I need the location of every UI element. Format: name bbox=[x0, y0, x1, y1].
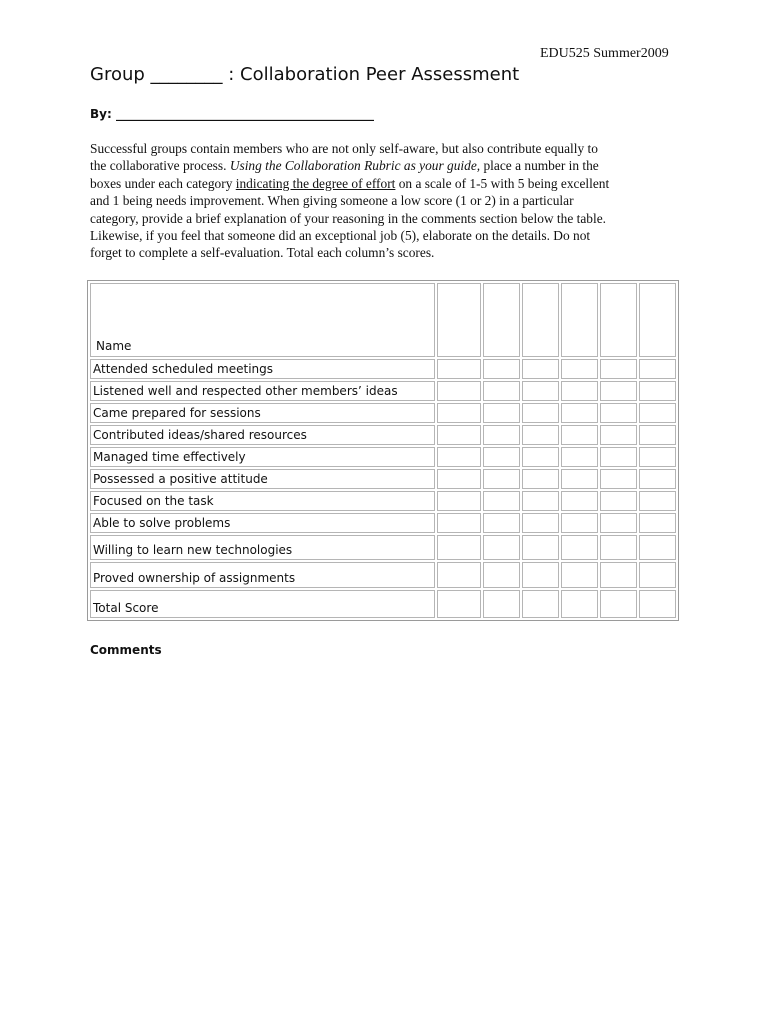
table-row bbox=[90, 562, 676, 588]
score-cell[interactable] bbox=[561, 590, 598, 618]
score-cell[interactable] bbox=[483, 381, 520, 401]
criterion-label: Attended scheduled meetings bbox=[90, 359, 435, 379]
score-cell[interactable] bbox=[483, 469, 520, 489]
score-cell[interactable] bbox=[561, 513, 598, 533]
criterion-label: Able to solve problems bbox=[90, 513, 435, 533]
score-cell[interactable] bbox=[522, 403, 559, 423]
criterion-label: Came prepared for sessions bbox=[90, 403, 435, 423]
score-cell[interactable] bbox=[483, 562, 520, 588]
name-cell[interactable] bbox=[561, 283, 598, 357]
table-row bbox=[90, 403, 676, 423]
document-title: Group ________ : Collaboration Peer Assessment bbox=[90, 64, 520, 85]
score-cell[interactable] bbox=[437, 447, 481, 467]
name-cell[interactable] bbox=[483, 283, 520, 357]
criterion-label: Proved ownership of assignments bbox=[90, 562, 435, 588]
score-cell[interactable] bbox=[483, 535, 520, 560]
score-cell[interactable] bbox=[639, 425, 676, 445]
score-cell[interactable] bbox=[437, 403, 481, 423]
name-cell[interactable] bbox=[639, 283, 676, 357]
score-cell[interactable] bbox=[639, 447, 676, 467]
name-cell[interactable] bbox=[522, 283, 559, 357]
score-cell[interactable] bbox=[483, 590, 520, 618]
score-cell[interactable] bbox=[600, 359, 637, 379]
score-cell[interactable] bbox=[639, 535, 676, 560]
instructions-line: forget to complete a self-evaluation. Total each column’s scores. bbox=[90, 245, 435, 261]
score-cell[interactable] bbox=[600, 381, 637, 401]
score-cell[interactable] bbox=[437, 425, 481, 445]
score-cell[interactable] bbox=[522, 469, 559, 489]
table-row bbox=[90, 513, 676, 533]
score-cell[interactable] bbox=[561, 447, 598, 467]
score-cell[interactable] bbox=[600, 403, 637, 423]
assessment-table bbox=[87, 280, 679, 621]
name-cell[interactable] bbox=[600, 283, 637, 357]
table-row bbox=[90, 447, 676, 467]
score-cell[interactable] bbox=[483, 491, 520, 511]
table-row bbox=[90, 381, 676, 401]
score-cell[interactable] bbox=[522, 513, 559, 533]
score-cell[interactable] bbox=[639, 403, 676, 423]
score-cell[interactable] bbox=[437, 381, 481, 401]
criterion-label: Possessed a positive attitude bbox=[90, 469, 435, 489]
score-cell[interactable] bbox=[600, 535, 637, 560]
score-cell[interactable] bbox=[639, 513, 676, 533]
score-cell[interactable] bbox=[639, 359, 676, 379]
comments-label: Comments bbox=[90, 643, 162, 657]
instructions-paragraph bbox=[90, 140, 690, 262]
table-header-row bbox=[90, 283, 676, 357]
instructions-line: boxes under each category indicating the degree of effort on a scale of 1-5 with 5 being excellent bbox=[90, 175, 610, 191]
score-cell[interactable] bbox=[600, 513, 637, 533]
instructions-line: category, provide a brief explanation of your reasoning in the comments section below the table. bbox=[90, 210, 606, 226]
criterion-label: Willing to learn new technologies bbox=[90, 535, 435, 560]
score-cell[interactable] bbox=[600, 590, 637, 618]
score-cell[interactable] bbox=[600, 425, 637, 445]
score-cell[interactable] bbox=[437, 562, 481, 588]
score-cell[interactable] bbox=[600, 447, 637, 467]
score-cell[interactable] bbox=[437, 491, 481, 511]
score-cell[interactable] bbox=[522, 562, 559, 588]
course-code: EDU525 Summer2009 bbox=[540, 46, 669, 61]
score-cell[interactable] bbox=[522, 425, 559, 445]
by-line[interactable]: By: ___________________________________________ bbox=[90, 107, 374, 121]
score-cell[interactable] bbox=[483, 447, 520, 467]
score-cell[interactable] bbox=[561, 403, 598, 423]
score-cell[interactable] bbox=[522, 359, 559, 379]
score-cell[interactable] bbox=[561, 469, 598, 489]
score-cell[interactable] bbox=[522, 590, 559, 618]
criterion-label: Managed time effectively bbox=[90, 447, 435, 467]
total-score-row bbox=[90, 590, 676, 618]
table-row bbox=[90, 535, 676, 560]
score-cell[interactable] bbox=[437, 469, 481, 489]
instructions-line: and 1 being needs improvement. When giving someone a low score (1 or 2) in a particular bbox=[90, 193, 574, 209]
score-cell[interactable] bbox=[437, 535, 481, 560]
score-cell[interactable] bbox=[561, 381, 598, 401]
score-cell[interactable] bbox=[639, 469, 676, 489]
table-row bbox=[90, 359, 676, 379]
instructions-line: Successful groups contain members who are not only self-aware, but also contribute equally to bbox=[90, 141, 598, 156]
score-cell[interactable] bbox=[522, 491, 559, 511]
score-cell[interactable] bbox=[600, 491, 637, 511]
instructions-emphasis: Using the Collaboration Rubric as your guide, bbox=[229, 158, 481, 174]
score-cell[interactable] bbox=[600, 562, 637, 588]
score-cell[interactable] bbox=[561, 535, 598, 560]
name-header: Name bbox=[90, 283, 435, 357]
score-cell[interactable] bbox=[561, 425, 598, 445]
criterion-label: Focused on the task bbox=[90, 491, 435, 511]
score-cell[interactable] bbox=[639, 381, 676, 401]
score-cell[interactable] bbox=[483, 403, 520, 423]
score-cell[interactable] bbox=[483, 513, 520, 533]
score-cell[interactable] bbox=[561, 359, 598, 379]
score-cell[interactable] bbox=[483, 359, 520, 379]
score-cell[interactable] bbox=[483, 425, 520, 445]
criterion-label: Contributed ideas/shared resources bbox=[90, 425, 435, 445]
score-cell[interactable] bbox=[561, 562, 598, 588]
instructions-line: the collaborative process. Using the Collaboration Rubric as your guide, place a number in the bbox=[90, 158, 599, 174]
score-cell[interactable] bbox=[522, 447, 559, 467]
score-cell[interactable] bbox=[639, 590, 676, 618]
score-cell[interactable] bbox=[522, 535, 559, 560]
table-row bbox=[90, 425, 676, 445]
score-cell[interactable] bbox=[437, 359, 481, 379]
table-row bbox=[90, 469, 676, 489]
instructions-underline: indicating the degree of effort bbox=[235, 175, 396, 191]
score-cell[interactable] bbox=[561, 491, 598, 511]
score-cell[interactable] bbox=[600, 469, 637, 489]
score-cell[interactable] bbox=[639, 562, 676, 588]
score-cell[interactable] bbox=[639, 491, 676, 511]
name-cell[interactable] bbox=[437, 283, 481, 357]
criterion-label: Listened well and respected other members’ ideas bbox=[90, 381, 435, 401]
instructions-line: Likewise, if you feel that someone did an exceptional job (5), elaborate on the details. Do not bbox=[90, 228, 591, 244]
criterion-label: Total Score bbox=[90, 590, 435, 618]
score-cell[interactable] bbox=[437, 513, 481, 533]
table-row bbox=[90, 491, 676, 511]
score-cell[interactable] bbox=[437, 590, 481, 618]
score-cell[interactable] bbox=[522, 381, 559, 401]
